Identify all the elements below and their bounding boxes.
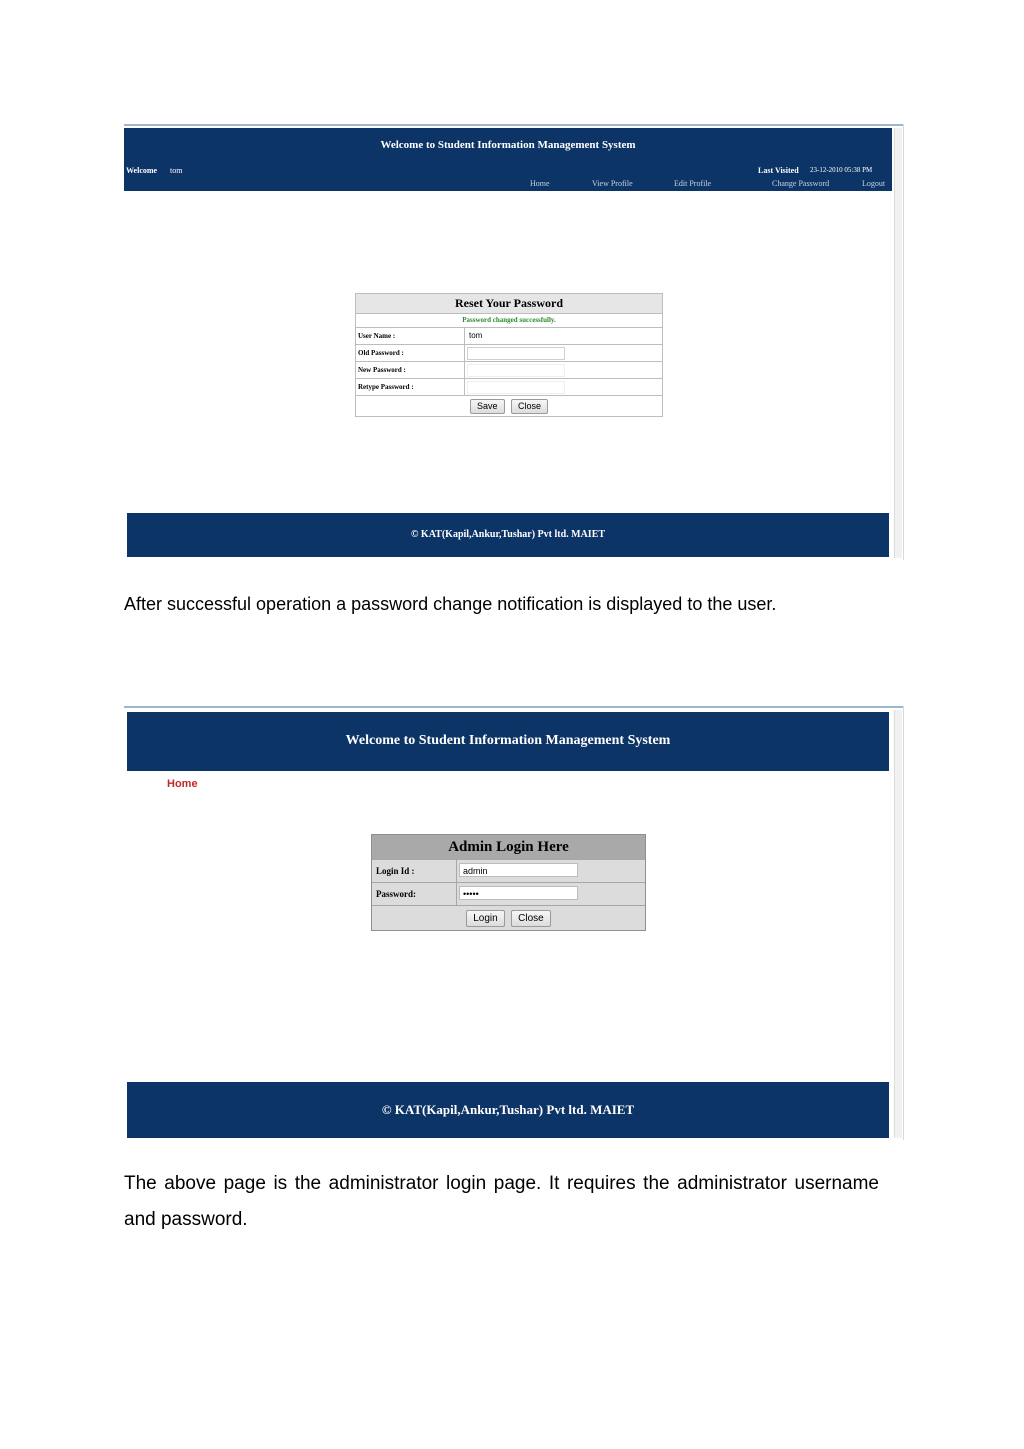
retype-password-label: Retype Password : <box>356 379 465 395</box>
header-title: Welcome to Student Information Management System <box>380 139 636 151</box>
login-button[interactable]: Login <box>466 910 504 927</box>
admin-login-form <box>371 834 646 931</box>
form-title: Reset Your Password <box>356 294 662 314</box>
last-visited-value: 23-12-2010 05:38 PM <box>810 166 873 174</box>
caption-password-change: After successful operation a password change notification is displayed to the user. <box>124 594 777 614</box>
window-top-border <box>124 124 903 126</box>
username-row <box>356 328 662 345</box>
nav-view-profile[interactable]: View Profile <box>592 179 633 188</box>
login-id-label: Login Id : <box>372 860 457 882</box>
home-link[interactable]: Home <box>167 778 198 790</box>
form-buttons <box>356 396 662 416</box>
header-title: Welcome to Student Information Management System <box>345 733 671 748</box>
header-bar <box>127 712 889 771</box>
scrollbar[interactable] <box>894 710 902 1138</box>
footer-bar: © KAT(Kapil,Ankur,Tushar) Pvt ltd. MAIET <box>127 513 889 557</box>
footer-bar: © KAT(Kapil,Ankur,Tushar) Pvt ltd. MAIET <box>127 1082 889 1138</box>
nav-logout[interactable]: Logout <box>862 179 886 188</box>
window-top-border <box>124 706 903 708</box>
password-label: Password: <box>372 883 457 905</box>
nav-edit-profile[interactable]: Edit Profile <box>674 179 712 188</box>
retype-password-input[interactable] <box>467 381 565 394</box>
welcome-user: tom <box>170 166 183 175</box>
new-password-label: New Password : <box>356 362 465 378</box>
welcome-label: Welcome <box>126 166 158 175</box>
old-password-input[interactable] <box>467 347 565 360</box>
scrollbar[interactable] <box>894 128 902 558</box>
form-title: Admin Login Here <box>372 835 645 859</box>
login-id-input[interactable]: admin <box>459 863 578 877</box>
new-password-input[interactable] <box>467 364 565 377</box>
success-message: Password changed successfully. <box>356 314 662 328</box>
last-visited-label: Last Visited <box>758 166 799 175</box>
close-button[interactable]: Close <box>511 910 551 927</box>
new-password-row <box>356 362 662 379</box>
username-label: User Name : <box>356 328 465 344</box>
login-id-row <box>372 859 645 882</box>
retype-password-row <box>356 379 662 396</box>
nav-home[interactable]: Home <box>530 179 550 188</box>
password-row <box>372 882 645 905</box>
username-value: tom <box>469 331 483 340</box>
old-password-label: Old Password : <box>356 345 465 361</box>
caption-admin-login: The above page is the administrator login page. It requires the administrator username and password. <box>124 1173 879 1230</box>
reset-password-form <box>355 293 663 417</box>
save-button[interactable]: Save <box>470 399 505 414</box>
form-buttons <box>372 905 645 930</box>
password-input[interactable]: ••••• <box>459 886 578 900</box>
old-password-row <box>356 345 662 362</box>
close-button[interactable]: Close <box>511 399 548 414</box>
nav-change-password[interactable]: Change Password <box>772 179 830 188</box>
